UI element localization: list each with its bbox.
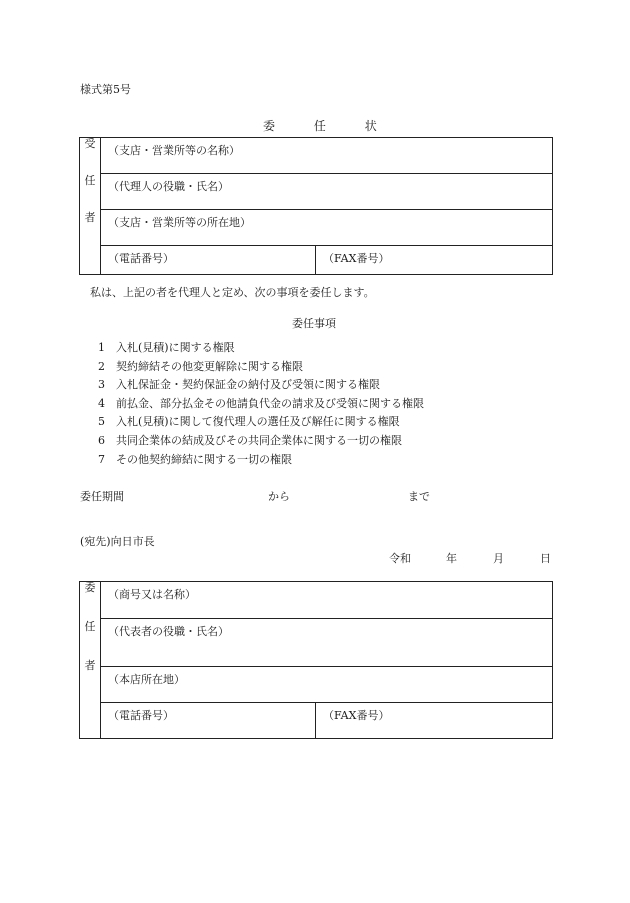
head-office-label: （本店所在地） [108,673,185,686]
matter-text: 共同企業体の結成及びその共同企業体に関する一切の権限 [116,433,402,447]
principal-side-label [80,582,101,739]
matter-text: 前払金、部分払金その他請負代金の請求及び受領に関する権限 [116,396,424,410]
company-name-field[interactable] [101,582,553,619]
agent-side-label [80,138,101,275]
agent-side-char-2: 任 [84,174,96,187]
agent-side-char-1: 受 [84,137,96,150]
matter-text: 契約締結その他変更解除に関する権限 [116,359,303,373]
matter-item [98,416,424,435]
representative-label: （代表者の役職・氏名） [108,625,229,638]
matter-text: 入札(見積)に関する権限 [116,341,235,354]
matter-text: その他契約締結に関する一切の権限 [116,452,292,466]
principal-table [79,581,553,739]
delegation-statement: 私は、上記の者を代理人と定め、次の事項を委任します。 [90,286,375,299]
agent-fax-field[interactable] [316,246,553,275]
branch-address-label: （支店・営業所等の所在地） [108,216,251,229]
date-year: 年 [446,552,457,565]
matter-item [98,435,424,454]
addressee: (宛先)向日市長 [80,535,155,548]
matter-item [98,379,424,398]
matter-number: 3 [98,378,105,392]
matter-number: 4 [98,396,105,410]
agent-phone-field[interactable] [101,246,316,275]
agent-table [79,137,553,275]
matter-text: 入札保証金・契約保証金の納付及び受領に関する権限 [116,378,380,392]
principal-phone-label: （電話番号） [108,709,174,722]
period-from: から [268,490,290,503]
matter-item [98,454,424,473]
agent-phone-label: （電話番号） [108,252,174,265]
principal-side-char-3: 者 [84,659,96,672]
matter-item [98,398,424,417]
principal-phone-field[interactable] [101,703,316,739]
date-month: 月 [493,552,504,565]
date-day: 日 [540,552,551,565]
matter-text: 入札(見積)に関して復代理人の選任及び解任に関する権限 [116,415,400,429]
principal-fax-label: （FAX番号） [323,709,390,722]
principal-fax-field[interactable] [316,703,553,739]
principal-side-char-1: 委 [84,581,96,594]
period-label: 委任期間 [80,490,124,503]
matter-number: 1 [98,341,105,354]
title-char-3: 状 [364,119,377,133]
title-char-1: 委 [263,119,276,133]
branch-name-field[interactable] [101,138,553,174]
agent-side-char-3: 者 [84,211,96,224]
matter-number: 7 [98,452,105,466]
period-until: まで [408,490,430,503]
principal-side-char-2: 任 [84,620,96,633]
matters-heading: 委任事項 [292,317,336,330]
form-number: 様式第5号 [80,83,131,96]
title-char-2: 任 [313,119,326,133]
document-title [263,120,377,132]
head-office-field[interactable] [101,667,553,703]
matter-number: 5 [98,415,105,429]
branch-name-label: （支店・営業所等の名称） [108,144,240,157]
agent-name-field[interactable] [101,174,553,210]
agent-fax-label: （FAX番号） [323,252,390,265]
matter-item [98,361,424,380]
date-era: 令和 [389,552,411,565]
matter-number: 2 [98,359,105,373]
agent-name-label: （代理人の役職・氏名） [108,180,229,193]
representative-field[interactable] [101,619,553,667]
matters-list [98,342,424,472]
branch-address-field[interactable] [101,210,553,246]
matter-number: 6 [98,433,105,447]
company-name-label: （商号又は名称） [108,588,196,601]
matter-item [98,342,424,361]
